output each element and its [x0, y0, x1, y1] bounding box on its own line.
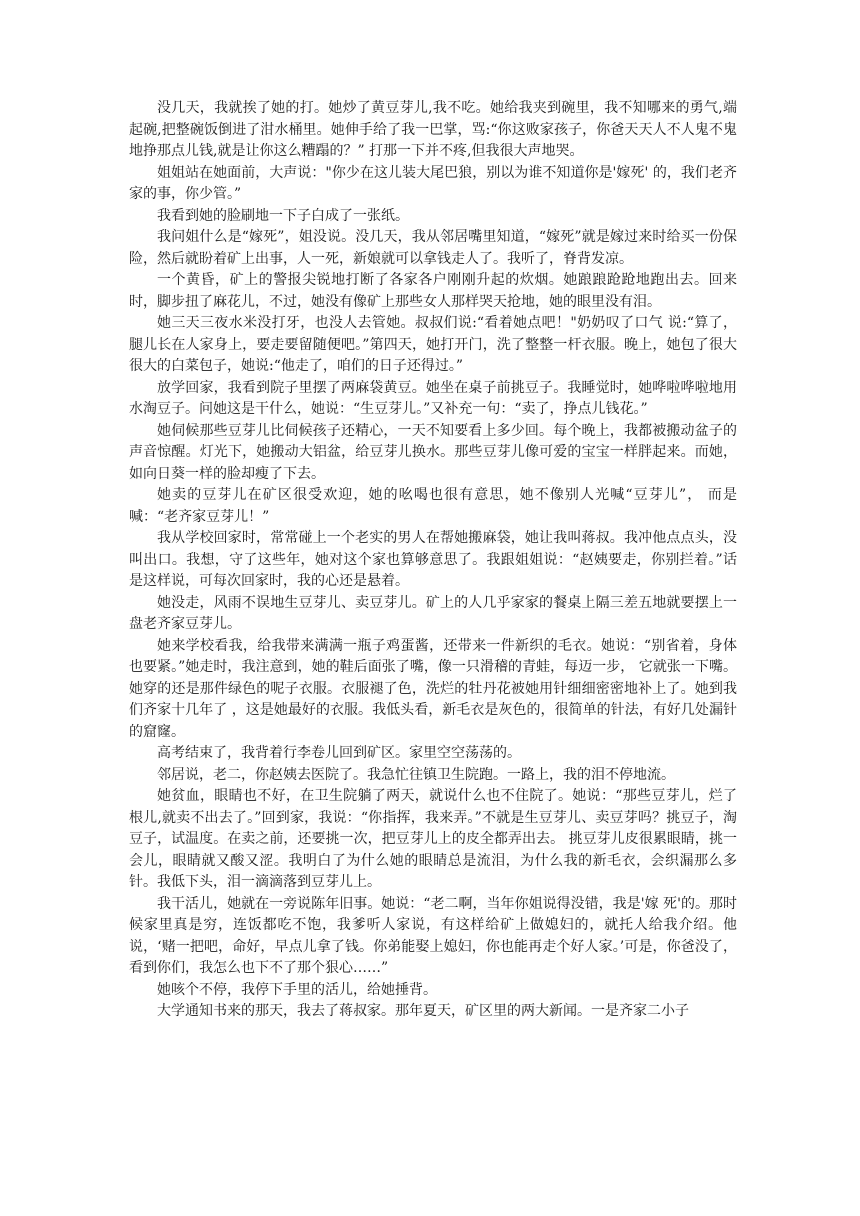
paragraph-15: 她贫血，眼睛也不好，在卫生院躺了两天，就说什么也不住院了。她说：“那些豆芽儿，烂了根儿,就卖不出去了。”回到家，我说：“你指挥，我来弄。”不就是生豆芽儿、卖豆芽吗？挑豆子，淘豆子，试温度。在卖之前，还要挑一次，把豆芽儿上的皮全都弄出去。 挑豆芽儿皮很累眼睛，挑一会儿，眼睛就又酸又涩。我明白了为什么她的眼睛总是流泪，为什么我的新毛衣，会织漏那么多针。我低下头，泪一滴滴落到豆芽儿上。 [129, 788, 737, 890]
paragraph-14: 邻居说，老二，你赵姨去医院了。我急忙往镇卫生院跑。一路上，我的泪不停地流。 [157, 766, 675, 783]
paragraph-16: 我干活儿，她就在一旁说陈年旧事。她说：“老二啊，当年你姐说得没错，我是'嫁 死'的。那时候家里真是穷，连饭都吃不饱，我爹听人家说，有这样给矿上做媳妇的，就托人给我介绍。他说，‘赌一把吧，命好，早点儿拿了钱。你弟能娶上媳妇，你也能再走个好人家。’可是，你爸没了，看到你们，我怎么也下不了那个狠心……” [129, 895, 737, 976]
paragraph-17: 她咳个不停，我停下手里的活儿，给她捶背。 [157, 981, 437, 998]
paragraph-5: 一个黄昏，矿上的警报尖锐地打断了各家各户刚刚升起的炊烟。她踉踉跄跄地跑出去。回来时，脚步扭了麻花儿，不过，她没有像矿上那些女人那样哭天抢地，她的眼里没有泪。 [129, 272, 737, 310]
paragraph-8: 她伺候那些豆芽儿比伺候孩子还精心，一天不知要看上多少回。每个晚上，我都被搬动盆子的声音惊醒。灯光下，她搬动大铝盆，给豆芽儿换水。那些豆芽儿像可爱的宝宝一样胖起来。而她，如向日葵一样的脸却瘦了下去。 [129, 422, 737, 482]
paragraph-10: 我从学校回家时，常常碰上一个老实的男人在帮她搬麻袋，她让我叫蒋叔。我冲他点点头，没叫出口。我想，守了这些年，她对这个家也算够意思了。我跟姐姐说：“赵姨要走，你别拦着。”话是这样说，可每次回家时，我的心还是悬着。 [129, 530, 737, 589]
paragraph-11: 她没走，风雨不误地生豆芽儿、卖豆芽儿。矿上的人几乎家家的餐桌上隔三差五地就要摆上一盘老齐家豆芽儿。 [129, 594, 737, 632]
paragraph-9: 她卖的豆芽儿在矿区很受欢迎，她的吆喝也很有意思，她不像别人光喊“豆芽儿”， 而是喊：“老齐家豆芽儿！” [129, 487, 737, 525]
paragraph-7: 放学回家，我看到院子里摆了两麻袋黄豆。她坐在桌子前挑豆子。我睡觉时，她哗啦哗啦地用水淘豆子。问她这是干什么，她说：“生豆芽儿。”又补充一句：“卖了，挣点儿钱花。” [129, 379, 737, 417]
paragraph-18: 大学通知书来的那天，我去了蒋叔家。那年夏天，矿区里的两大新闻。一是齐家二小子 [157, 1003, 689, 1019]
paragraph-12: 她来学校看我，给我带来满满一瓶子鸡蛋酱，还带来一件新织的毛衣。她说：“别省着，身体也要紧。”她走时，我注意到，她的鞋后面张了嘴，像一只滑稽的青蛙，每迈一步， 它就张一下嘴。她穿的还是那件绿色的呢子衣服。衣服褪了色，洗烂的牡丹花被她用针细细密密地补上了。她到我们齐家十几年了 ，这是她最好的衣服。我低头看，新毛衣是灰色的，很简单的针法，有好几处漏针的窟窿。 [129, 637, 737, 740]
paragraph-4: 我问姐什么是“嫁死”，姐没说。没几天，我从邻居嘴里知道，“嫁死”就是嫁过来时给买一份保险，然后就盼着矿上出事，人一死，新娘就可以拿钱走人了。我听了，脊背发凉。 [129, 229, 737, 267]
paragraph-6: 她三天三夜水米没打牙，也没人去管她。叔叔们说:“看着她点吧！"奶奶叹了口气 说:“算了，腿儿长在人家身上，要走要留随便吧。”第四天，她打开门，洗了整整一杆衣服。晚上，她包了很大很大的白菜包子，她说:“他走了，咱们的日子还得过。” [129, 315, 737, 374]
article-body [129, 98, 737, 1023]
paragraph-1: 没几天，我就挨了她的打。她炒了黄豆芽儿,我不吃。她给我夹到碗里，我不知哪来的勇气,端起碗,把整碗饭倒进了泔水桶里。她伸手给了我一巴掌，骂:“你这败家孩子，你爸天天人不人鬼不鬼地挣那点儿钱,就是让你这么糟蹋的？” 打那一下并不疼,但我很大声地哭。 [129, 100, 737, 159]
paragraph-13: 高考结束了，我背着行李卷儿回到矿区。家里空空荡荡的。 [157, 745, 521, 761]
paragraph-3: 我看到她的脸刷地一下子白成了一张纸。 [157, 207, 409, 224]
paragraph-2: 姐姐站在她面前，大声说："你少在这儿装大尾巴狼，别以为谁不知道你是'嫁死' 的，我们老齐家的事，你少管。” [129, 164, 737, 202]
